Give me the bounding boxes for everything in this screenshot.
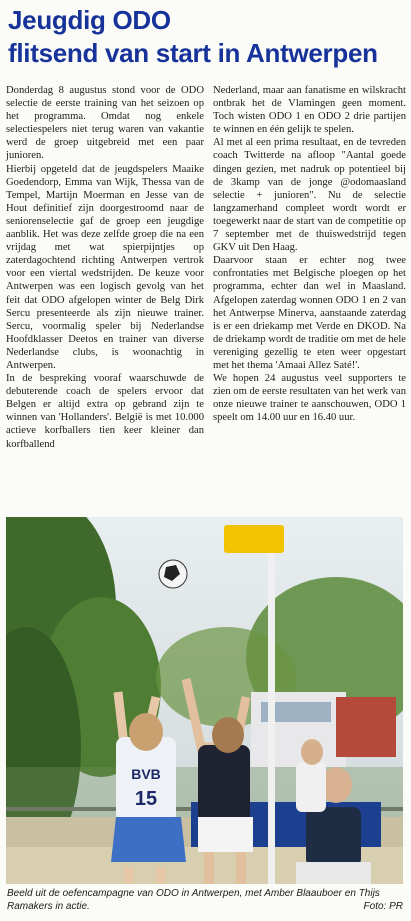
paragraph: Nederland, maar aan fanatisme en wilskracht ontbrak het de Vlamingen geen moment. Toch wisten ODO 1 en ODO 2 drie partijen te winnen en één gelijk te spelen. bbox=[213, 85, 406, 136]
paragraph: Hierbij opgeteld dat de jeugdspelers Maaike Goedendorp, Emma van Wijk, Thessa van de Tempel, Martijn Moerman en Jesse van de Hout definitief zijn doorgestroomd naar de seniorenselectie gaf de groep een jeugdige aanblik. Het was deze zelfde groep die na een vrijdag met wat spierpijntjes op zaterdagochtend richting Antwerpen vertrok voor een viertal wedstrijden. De keuze voor Antwerpen was een logisch gevolg van het feit dat ODO afgelopen winter de Belg Dirk Sercu presenteerde als zijn nieuwe trainer. Sercu, voormalig speler bij Nederlandse Hoofdklasser Deetos en trainer van diverse Nederlandse clubs, is woonachtig in Antwerpen. bbox=[6, 163, 204, 371]
paragraph: In de bespreking vooraf waarschuwde de debuterende coach de spelers ervoor dat Belgen er altijd extra op gebrand zijn te winnen van 'Hollanders'. België is met 10.000 actieve korfballers tien keer kleiner dan korfballend bbox=[6, 373, 204, 450]
korfball-action-photo bbox=[6, 517, 403, 884]
paragraph: We hopen 24 augustus veel supporters te zien om de eerste resultaten van het werk van onze nieuwe trainer te aanschouwen, ODO 1 speelt om 14.00 uur en 16.40 uur. bbox=[213, 373, 406, 424]
photo-credit: Foto: PR bbox=[363, 901, 403, 912]
paragraph: Al met al een prima resultaat, en de tevreden coach Twitterde na afloop "Aantal goede dingen gezien, met nadruk op potentieel bij de 3kamp van de jonge @odomaasland selectie + junioren". Nu de selectie langzamerhand compleet wordt wordt er toegewerkt naar de start van de competitie op 7 september met de thuiswedstrijd tegen GKV uit Den Haag. bbox=[213, 137, 406, 254]
jersey-number: 15 bbox=[134, 788, 158, 810]
headline-line-1: Jeugdig ODO bbox=[8, 5, 171, 35]
paragraph: Daarvoor staan er echter nog twee confrontaties met Belgische ploegen op het programma, echter dan wel in Maasland. Afgelopen zaterdag wonnen ODO 1 en 2 van het Antwerpse Minerva, aanstaande zaterdag is er een driekamp met Verde en DKOD. Na de driekamp wordt de traditie om met de hele vereniging gezellig te eten weer opgestart met het thema 'Amaai Allez Saté!'. bbox=[213, 255, 406, 371]
photo-caption: Beeld uit de oefencampagne van ODO in Antwerpen, met Amber Blaauboer en Thijs Ramakers in actie. bbox=[7, 888, 380, 912]
headline bbox=[8, 4, 404, 70]
article-column-left bbox=[6, 84, 204, 451]
article-column-right bbox=[213, 84, 406, 424]
jersey-text: BVB bbox=[131, 766, 161, 782]
paragraph: Donderdag 8 augustus stond voor de ODO selectie de eerste training van het seizoen op het programma. Omdat nog enkele selectiespelers niet terug waren van vakantie werd de groep uitgebreid met een paar junioren. bbox=[6, 85, 204, 162]
headline-line-2: flitsend van start in Antwerpen bbox=[8, 38, 378, 68]
photo-illustration bbox=[6, 517, 403, 884]
